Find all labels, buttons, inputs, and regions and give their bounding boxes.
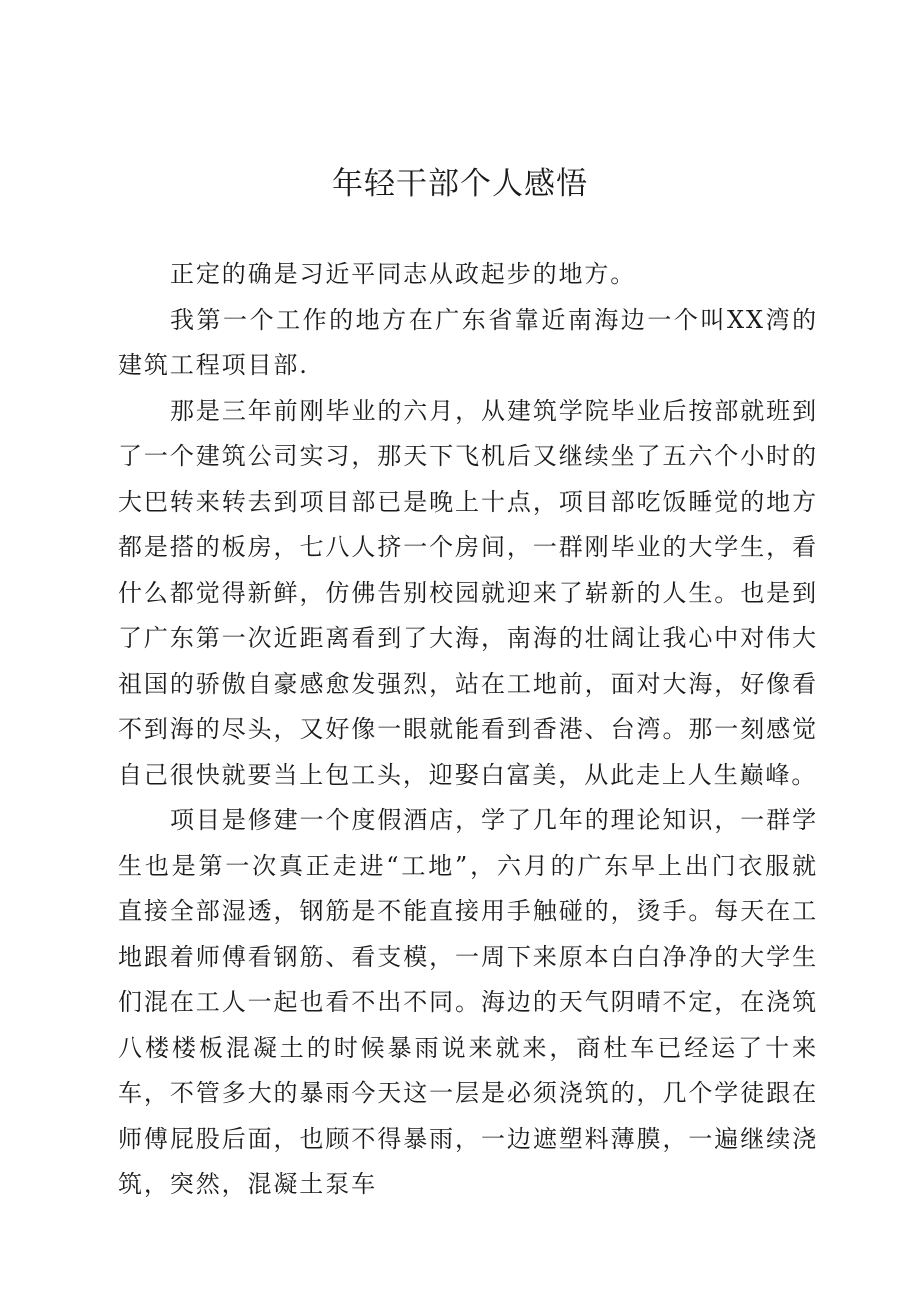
document-body: [118, 252, 818, 1208]
paragraph-4: 项目是修建一个度假酒店，学了几年的理论知识，一群学生也是第一次真正走进“工地”，六月的广东早上出门衣服就直接全部湿透，钢筋是不能直接用手触碰的，烫手。每天在工地跟着师傅看钢筋、看支模，一周下来原本白白净净的大学生们混在工人一起也看不出不同。海边的天气阴晴不定，在浇筑八楼楼板混凝土的时候暴雨说来就来，商杜车已经运了十来车，不管多大的暴雨今天这一层是必须浇筑的，几个学徒跟在师傅屁股后面，也顾不得暴雨，一边遮塑料薄膜，一遍继续浇筑，突然，混凝土泵车: [118, 806, 818, 1198]
paragraph-1: 正定的确是习近平同志从政起步的地方。: [170, 260, 637, 288]
document-title: 年轻干部个人感悟: [332, 166, 588, 202]
paragraph-2: 我第一个工作的地方在广东省靠近南海边一个叫XX湾的建筑工程项目部.: [118, 305, 818, 379]
paragraph-3: 那是三年前刚毕业的六月，从建筑学院毕业后按部就班到了一个建筑公司实习，那天下飞机后又继续坐了五六个小时的大巴转来转去到项目部已是晚上十点，项目部吃饭睡觉的地方都是搭的板房，七八人挤一个房间，一群刚毕业的大学生，看什么都觉得新鲜，仿佛告别校园就迎来了崭新的人生。也是到了广东第一次近距离看到了大海，南海的壮阔让我心中对伟大祖国的骄傲自豪感愈发强烈，站在工地前，面对大海，好像看不到海的尽头，又好像一眼就能看到香港、台湾。那一刻感觉自己很快就要当上包工头，迎娶白富美，从此走上人生巅峰。: [118, 396, 818, 789]
